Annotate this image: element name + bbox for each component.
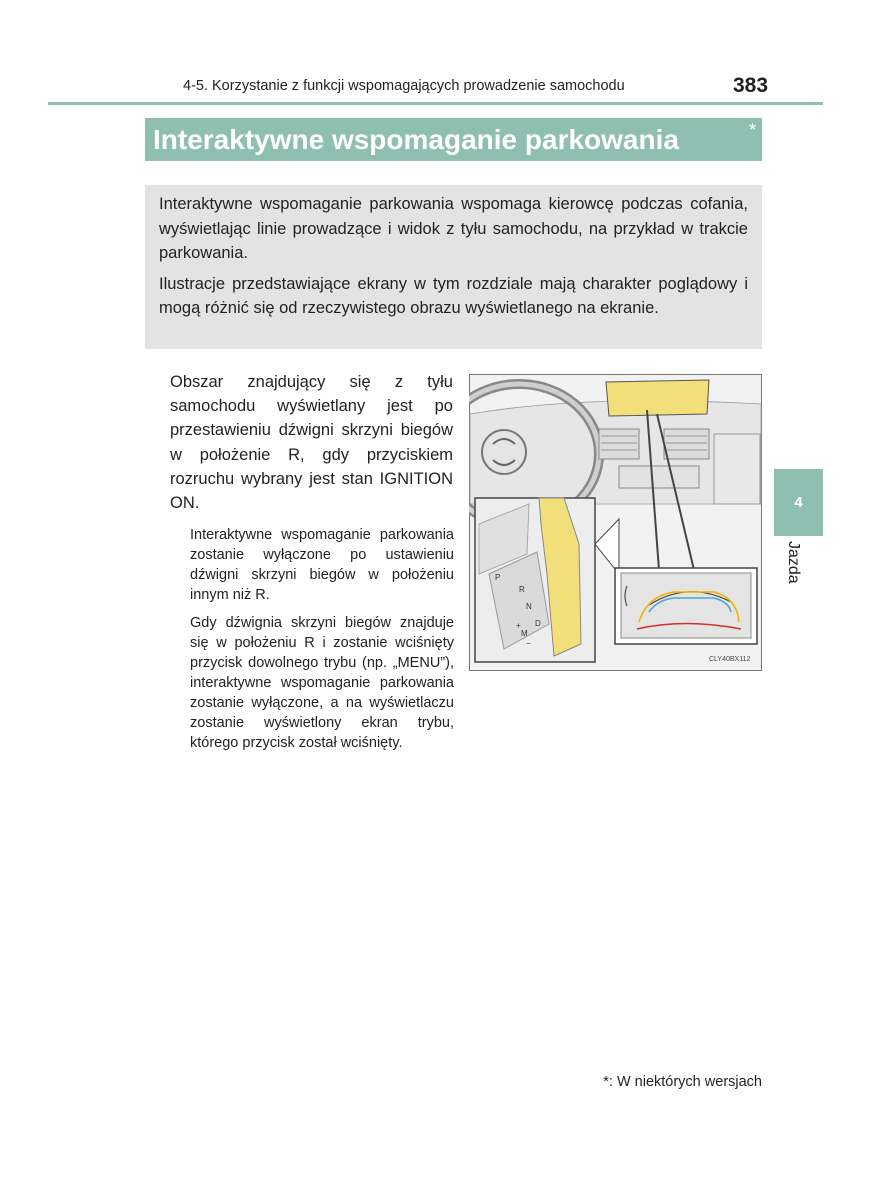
note-paragraph-1: Interaktywne wspomaganie parkowania zostanie wyłączone po ustawieniu dźwigni skrzyni biegów w położeniu innym niż R. bbox=[190, 527, 454, 603]
header-divider bbox=[48, 102, 823, 105]
chapter-tab bbox=[774, 469, 823, 536]
gear-label-r: R bbox=[519, 585, 525, 594]
chapter-label: Jazda bbox=[785, 541, 802, 584]
intro-paragraph-1: Interaktywne wspomaganie parkowania wspomaga kierowcę podczas cofania, wyświetlając linie prowadzące i widok z tyłu samochodu, na przykład w trakcie parkowania. bbox=[159, 195, 748, 262]
main-paragraph: Obszar znajdujący się z tyłu samochodu wyświetlany jest po przestawieniu dźwigni skrzyni biegów w położenie R, gdy przyciskiem rozruchu wybrany jest stan IGNITION ON. bbox=[170, 373, 453, 513]
gear-label-minus: − bbox=[526, 639, 531, 648]
intro-paragraph-2: Ilustracje przedstawiające ekrany w tym rozdziale mają charakter poglądowy i mogą różnić się od rzeczywistego obrazu wyświetlanego na ekranie. bbox=[159, 274, 748, 317]
dashboard-illustration bbox=[469, 374, 762, 671]
illustration-code: CLY40BX112 bbox=[709, 656, 751, 663]
footnote: *: W niektórych wersjach bbox=[603, 1074, 762, 1090]
section-title-bar bbox=[145, 118, 762, 161]
title-asterisk: * bbox=[748, 120, 756, 140]
intro-box bbox=[145, 185, 762, 349]
gear-label-m: M bbox=[521, 629, 528, 638]
section-header: 4-5. Korzystanie z funkcji wspomagających prowadzenie samochodu bbox=[183, 78, 625, 94]
gear-label-p: P bbox=[495, 573, 501, 582]
gear-label-n: N bbox=[526, 602, 532, 611]
page-title: Interaktywne wspomaganie parkowania bbox=[153, 124, 679, 155]
gear-label-plus: + bbox=[516, 621, 521, 630]
note-paragraph-2: Gdy dźwignia skrzyni biegów znajduje się w położeniu R i zostanie wciśnięty przycisk dowolnego trybu (np. „MENU”), interaktywne wspomaganie parkowania zostanie wyłączone, a na wyświetlaczu zostanie wyświetlony ekran trybu, którego przycisk został wciśnięty. bbox=[190, 615, 454, 751]
page-number: 383 bbox=[733, 74, 769, 97]
gear-label-d: D bbox=[535, 619, 541, 628]
chapter-number: 4 bbox=[794, 494, 803, 511]
